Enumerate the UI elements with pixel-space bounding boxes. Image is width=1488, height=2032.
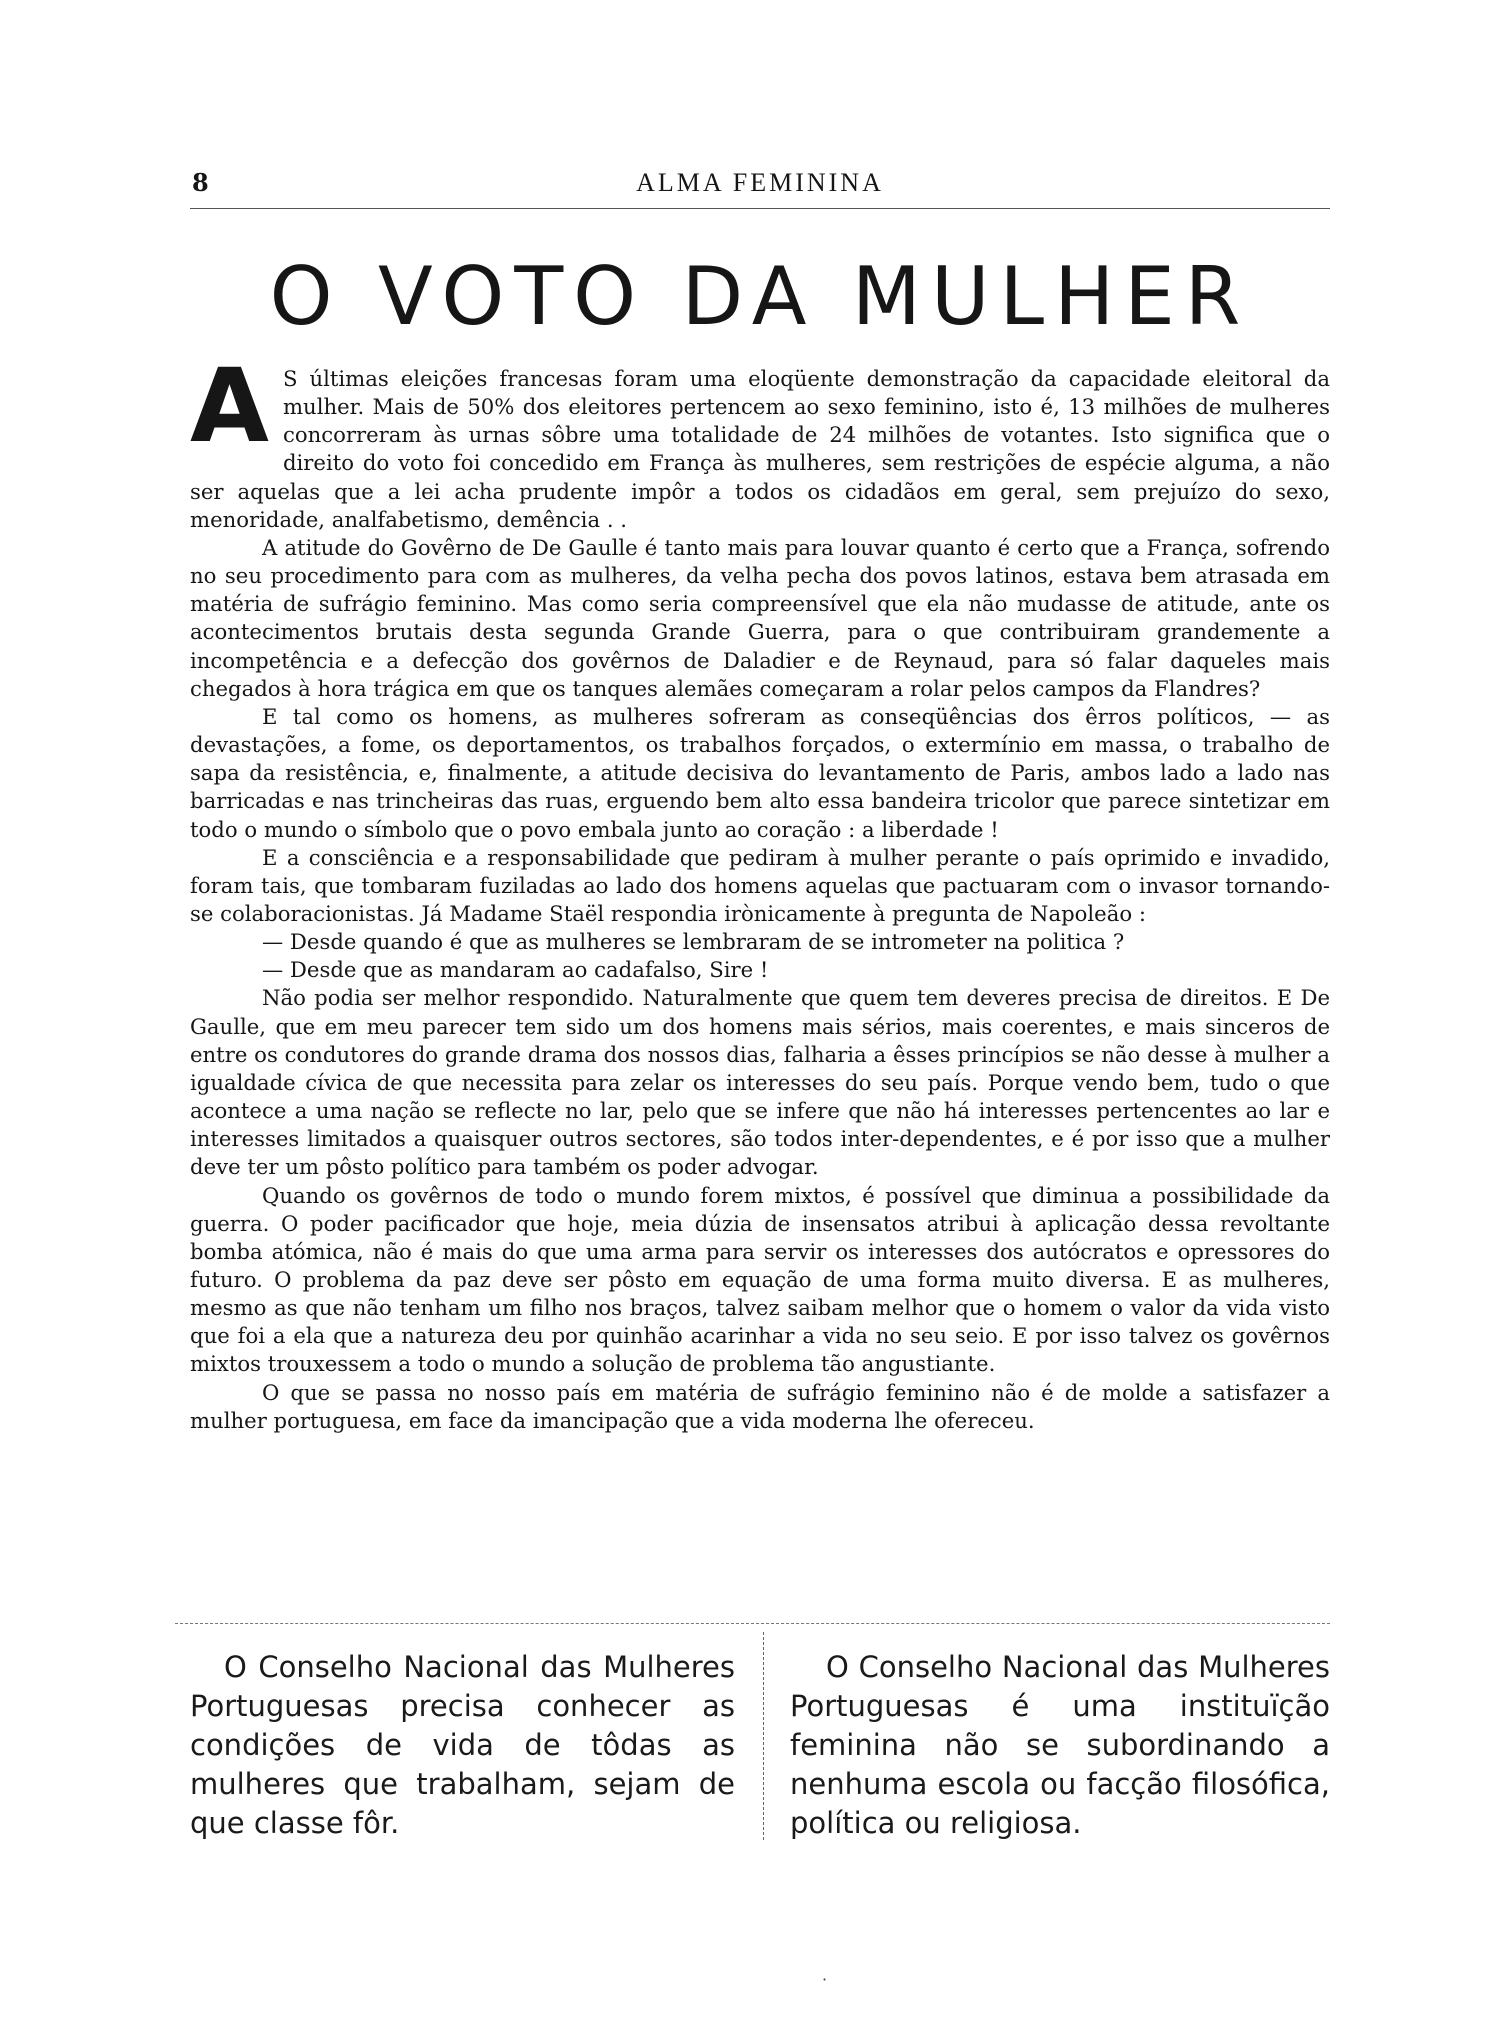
- info-box-left: O Conselho Nacional das Mulheres Portuguesas precisa conhecer as condições de vida de tôdas as mulheres que trabalham, sejam de que classe fôr.: [190, 1650, 735, 1840]
- dialogue-line-1: — Desde quando é que as mulheres se lembraram de se intrometer na politica ?: [262, 929, 1125, 955]
- article-paragraph-7: O que se passa no nosso país em matéria de sufrágio feminino não é de molde a satisfazer a mulher portuguesa, em face da imancipação que a vida moderna lhe ofereceu.: [190, 1379, 1330, 1433]
- paragraph-text: S últimas eleições francesas foram uma eloqüente demonstração da capacidade eleitoral da mulher. Mais de 50% dos eleitores pertencem ao sexo feminino, isto é, 13 milhões de mulheres concorreram às urnas sôbre uma totalidade de 24 milhões de votantes. Isto significa que o direito do voto foi concedido em França às mulheres, sem restrições de espécie alguma, a não ser aquelas que a lei acha prudente impôr a todos os cidadãos em geral, sem prejuízo do sexo, menoridade, analfabetismo, demência . .: [190, 366, 1330, 532]
- article-paragraph-1: [190, 347, 1330, 534]
- column-divider: [763, 1632, 764, 1840]
- section-divider: [175, 1623, 1330, 1624]
- print-speck: ·: [822, 1970, 828, 1989]
- article-body: [190, 347, 1330, 1435]
- info-box-right: O Conselho Nacional das Mulheres Portuguesas é uma instituïção feminina não se subordinando a nenhuma escola ou facção filosófica, política ou religiosa.: [790, 1650, 1330, 1840]
- running-header: [190, 164, 1330, 209]
- article-paragraph-3: E tal como os homens, as mulheres sofreram as conseqüências dos êrros políticos, — as devastações, a fome, os deportamentos, os trabalhos forçados, o extermínio em massa, o trabalho de sapa da resistência, e, finalmente, a atitude decisiva do levantamento de Paris, ambos lado a lado nas barricadas e nas trincheiras das ruas, erguendo bem alto essa bandeira tricolor que parece sintetizar em todo o mundo o símbolo que o povo embala junto ao coração : a liberdade !: [190, 703, 1330, 842]
- article-paragraph-4: E a consciência e a responsabilidade que pediram à mulher perante o país oprimido e invadido, foram tais, que tombaram fuziladas ao lado dos homens aquelas que pactuaram com o invasor tornando-se colaboracionistas. Já Madame Staël respondia irònicamente à pregunta de Napoleão :: [190, 844, 1330, 926]
- article-paragraph-5: Não podia ser melhor respondido. Naturalmente que quem tem deveres precisa de direitos. E De Gaulle, que em meu parecer tem sido um dos homens mais sérios, mais coerentes, e mais sinceros de entre os condutores do grande drama dos nossos dias, falharia a êsses princípios se não desse à mulher a igualdade cívica de que necessita para zelar os interesses do seu país. Porque vendo bem, tudo o que acontece a uma nação se reflecte no lar, pelo que se infere que não há interesses pertencentes ao lar e interesses limitados a quaisquer outros sectores, são todos inter-dependentes, e é por isso que a mulher deve ter um pôsto político para também os poder advogar.: [190, 985, 1330, 1180]
- article-paragraph-2: A atitude do Govêrno de De Gaulle é tanto mais para louvar quanto é certo que a França, sofrendo no seu procedimento para com as mulheres, da velha pecha dos povos latinos, estava bem atrasada em matéria de sufrágio feminino. Mas como seria compreensível que ela não mudasse de atitude, ante os acontecimentos brutais desta segunda Grande Guerra, para o que contribuiram grandemente a incompetência e a defecção dos govêrnos de Daladier e de Reynaud, para só falar daqueles mais chegados à hora trágica em que os tanques alemães começaram a rolar pelos campos da Flandres?: [190, 534, 1330, 701]
- article-paragraph-6: Quando os govêrnos de todo o mundo forem mixtos, é possível que diminua a possibilidade da guerra. O poder pacificador que hoje, meia dúzia de insensatos atribui à aplicação dessa revoltante bomba atómica, não é mais do que uma arma para servir os interesses dos autócratos e opressores do futuro. O problema da paz deve ser pôsto em equação de uma forma muito diversa. E as mulheres, mesmo as que não tenham um filho nos braços, talvez saibam melhor que o homem o valor da vida visto que foi a ela que a natureza deu por quinhão acarinhar a vida no seu seio. E por isso talvez os govêrnos mixtos trouxessem a todo o mundo a solução de problema tão angustiante.: [190, 1182, 1330, 1377]
- journal-title: ALMA FEMININA: [636, 168, 884, 197]
- dialogue-line-2: — Desde que as mandaram ao cadafalso, Sire !: [262, 957, 769, 983]
- drop-cap: A: [190, 347, 269, 466]
- page-number: 8: [192, 168, 209, 197]
- article-title: O VOTO DA MULHER: [269, 250, 1251, 343]
